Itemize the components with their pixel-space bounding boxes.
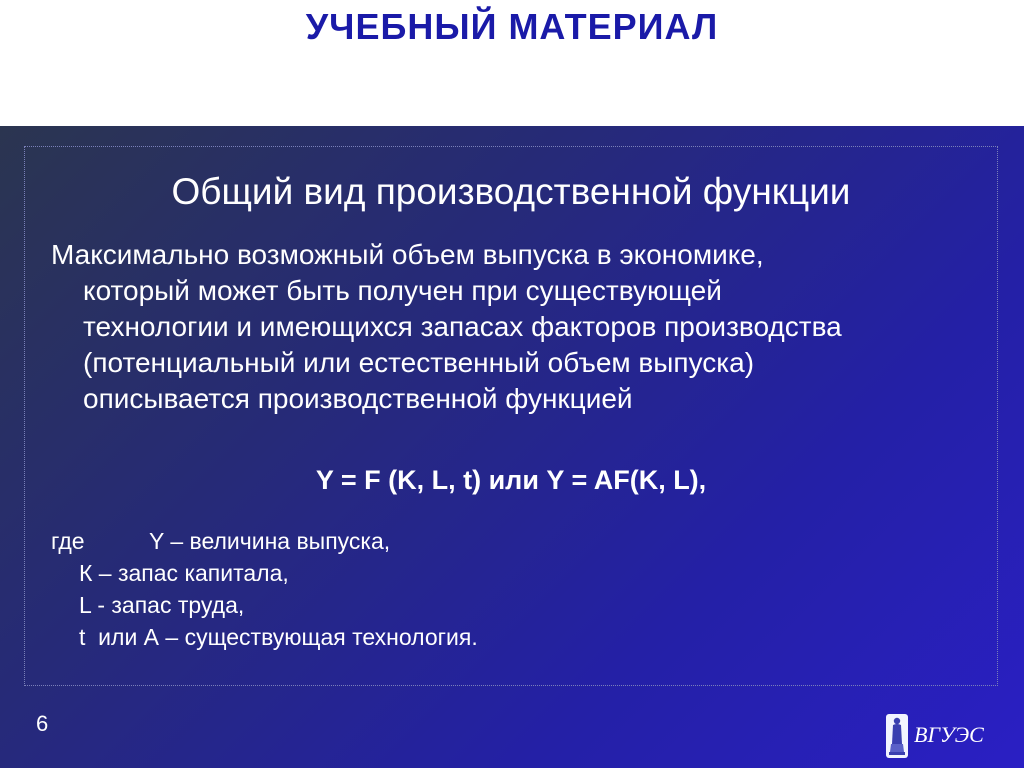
header [0, 0, 1024, 126]
paragraph-line: технологии и имеющихся запасах факторов производства [83, 311, 842, 342]
university-logo [886, 712, 990, 762]
definition-item: Y – величина выпуска, [149, 528, 391, 554]
variable-definitions [51, 525, 478, 653]
definition-item: L - запас труда, [79, 592, 245, 618]
logo-text: ВГУЭС [914, 722, 984, 747]
formula: Y = F (K, L, t) или Y = AF(K, L), [315, 465, 707, 495]
content-panel [24, 146, 998, 686]
definitions-lead-word: где [51, 528, 85, 554]
statue-figure-icon [886, 714, 908, 758]
slide-title: Общий вид производственной функции [171, 171, 851, 212]
definition-item: t или А – существующая технология. [79, 624, 478, 650]
paragraph-line: Максимально возможный объем выпуска в экономике, [51, 239, 764, 270]
definition-item: К – запас капитала, [79, 560, 289, 586]
page-number: 6 [36, 711, 49, 736]
definition-paragraph [51, 237, 981, 417]
paragraph-line: который может быть получен при существующей [83, 275, 722, 306]
page-title: УЧЕБНЫЙ МАТЕРИАЛ [305, 6, 719, 47]
paragraph-line: описывается производственной функцией [83, 383, 633, 414]
paragraph-line: (потенциальный или естественный объем выпуска) [83, 347, 755, 378]
slide-body [0, 126, 1024, 768]
